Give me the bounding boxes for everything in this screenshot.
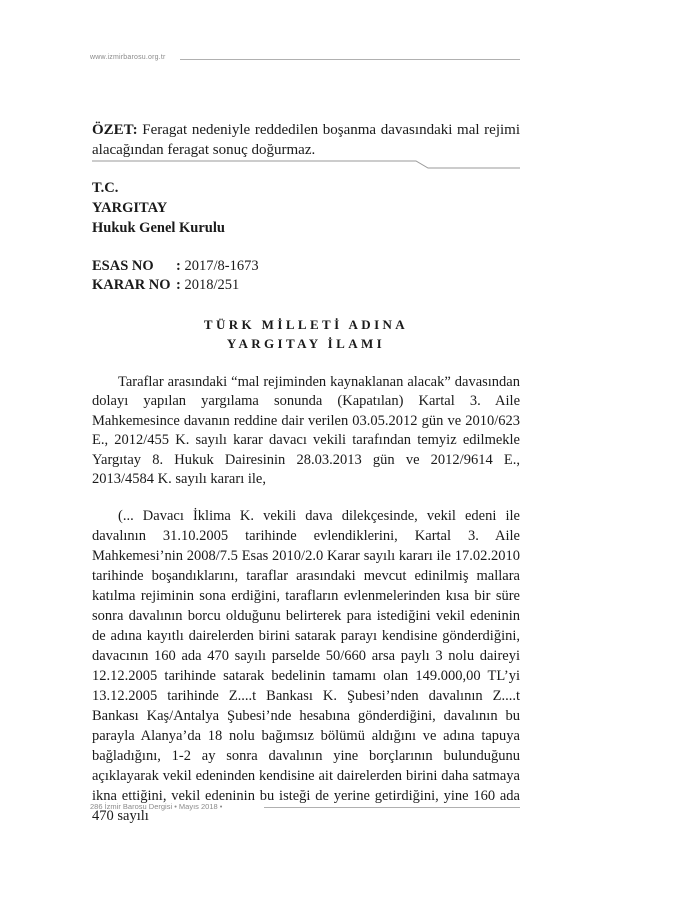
court-line-chamber: Hukuk Genel Kurulu [92, 220, 225, 236]
case-references [92, 257, 259, 295]
court-block [92, 178, 225, 238]
karar-value: 2018/251 [184, 277, 240, 293]
esas-label: ESAS NO [92, 258, 154, 274]
footer-text: 286 İzmir Barosu Dergisi • Mayıs 2018 • [90, 802, 223, 811]
heading-line-2: YARGITAY İLAMI [226, 336, 386, 351]
karar-label: KARAR NO [92, 277, 171, 293]
summary-text: Feragat nedeniyle reddedilen boşanma davasındaki mal rejimi alacağından feragat sonuç doğurmaz. [92, 122, 521, 158]
heading-line-1: TÜRK MİLLETİ ADINA [203, 317, 409, 332]
esas-row [92, 257, 259, 276]
body-paragraph-1: Taraflar arasındaki “mal rejiminden kaynaklanan alacak” davasından dolayı yapılan yargılama sonunda (Kapatılan) Kartal 3. Aile Mahkemesince davanın reddine dair verilen 03.05.2012 gün ve 2010/623 E., 2012/455 K. sayılı karar davacı vekili tarafından temyiz edilmekle Yargıtay 8. Hukuk Dairesinin 28.03.2013 gün ve 2012/9614 E., 2013/4584 K. sayılı kararı ile, [92, 374, 520, 488]
karar-colon: : [176, 277, 185, 293]
court-line-tc: T.C. [92, 180, 119, 196]
header-url: www.izmirbarosu.org.tr [90, 54, 166, 61]
decision-heading [92, 315, 520, 353]
esas-value: 2017/8-1673 [184, 258, 259, 274]
summary-label: ÖZET: [92, 122, 138, 138]
header-rule [180, 59, 520, 60]
court-line-yargitay: YARGITAY [92, 200, 168, 216]
summary-divider [92, 160, 520, 170]
body-paragraph-2: (... Davacı İklima K. vekili dava dilekçesinde, vekil edeni ile davalının 31.10.2005 tarihinde evlendiklerini, Kartal 3. Aile Mahkemesi’nin 2008/7.5 Esas 2010/2.0 Karar sayılı kararı ile 17.02.2010 tarihinde boşandıklarını, taraflar arasındaki mevcut edinilmiş mallara katılma rejiminin sona erdiğini, tarafların evlenmelerinden kısa bir süre sonra davalının borcu olduğunu belirterek para istediğini vekil edeninin de adına kayıtlı dairelerden birini satarak parayı kendisine gönderdiğini, davacının 160 ada 470 sayılı parselde 50/660 arsa paylı 3 nolu daireyi 12.12.2005 tarihinde satarak bedelinin tamamı olan 149.000,00 TL’yi 13.12.2005 tarihinde Z....t Bankası K. Şubesi’nden davalının Z....t Bankası Kaş/Antalya Şubesi’nde hesabına gönderdiğini, davalının bu parayla Alanya’da 18 nolu bağımsız bölümü aldığını ve adına tapuya bağladığını, 1-2 ay sonra davalının yine borçlarının bulunduğunu açıklayarak vekil edeninden kendisine ait dairelerden birini daha satmaya ikna ettiğini, vekil edeninin bu isteği de yerine getirdiğini, yine 160 ada 470 sayılı [92, 508, 520, 824]
summary [92, 120, 520, 160]
esas-colon: : [176, 258, 185, 274]
footer-rule [264, 807, 520, 808]
karar-row [92, 276, 259, 295]
